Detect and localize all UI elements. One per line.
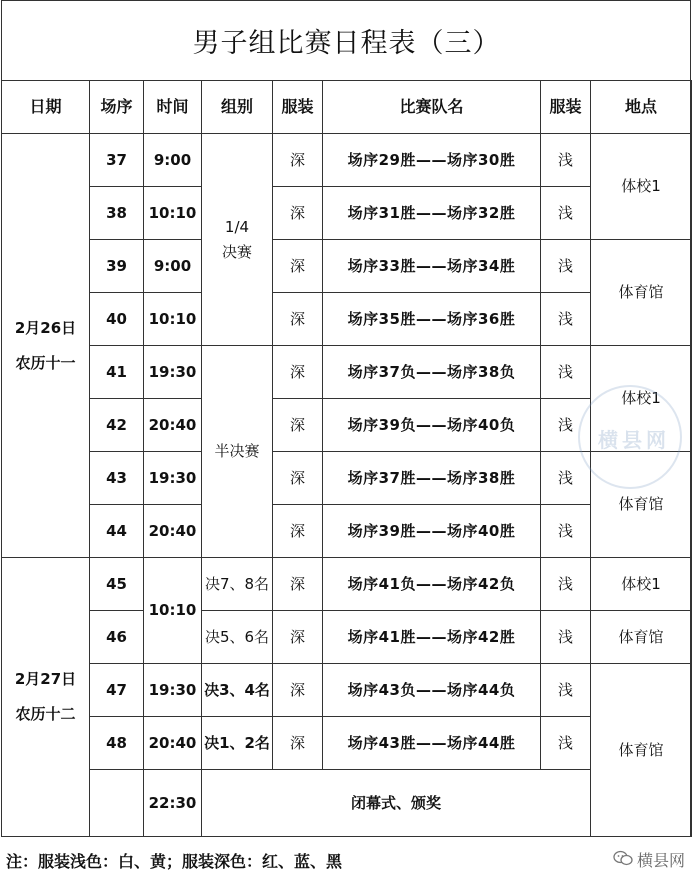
group-cell: 决7、8名 (202, 558, 273, 611)
table-row (2, 505, 692, 558)
table-row (2, 558, 692, 611)
watermark-seal-text: 横县网 (598, 428, 670, 452)
table-row (2, 293, 692, 346)
group-line: 1/4 (224, 217, 250, 236)
teams-cell: 场序29胜——场序30胜 (323, 134, 541, 187)
seq-cell: 41 (90, 346, 144, 399)
seq-cell: 48 (90, 717, 144, 770)
uniform-home-cell: 深 (273, 558, 323, 611)
footnote: 注：服装浅色：白、黄；服装深色：红、蓝、黑 (6, 852, 343, 871)
uniform-away-cell: 浅 (541, 611, 591, 664)
uniform-away-cell: 浅 (541, 293, 591, 346)
group-cell: 决3、4名 (202, 664, 273, 717)
uniform-home-cell: 深 (273, 240, 323, 293)
lunar-date-line: 农历十二 (15, 705, 76, 723)
teams-cell: 场序39负——场序40负 (323, 399, 541, 452)
venue-cell: 体育馆 (591, 611, 692, 664)
group-cell-semifinal: 半决赛 (202, 346, 273, 558)
uniform-home-cell: 深 (273, 293, 323, 346)
seq-cell: 45 (90, 558, 144, 611)
teams-cell: 场序31胜——场序32胜 (323, 187, 541, 240)
header-seq: 场序 (90, 81, 144, 134)
uniform-away-cell: 浅 (541, 664, 591, 717)
seq-cell: 44 (90, 505, 144, 558)
uniform-away-cell: 浅 (541, 505, 591, 558)
table-row (2, 611, 692, 664)
date-line: 2月27日 (14, 670, 77, 689)
venue-cell: 体校1 (591, 134, 692, 240)
date-cell-feb26 (2, 134, 90, 558)
lunar-date-line: 农历十一 (15, 353, 76, 372)
header-row (2, 81, 692, 134)
teams-cell: 场序37负——场序38负 (323, 346, 541, 399)
seq-cell: 46 (90, 611, 144, 664)
uniform-home-cell: 深 (273, 611, 323, 664)
seq-cell: 43 (90, 452, 144, 505)
group-cell-quarterfinal (202, 134, 273, 346)
uniform-away-cell: 浅 (541, 452, 591, 505)
table-row (2, 346, 692, 399)
teams-cell: 场序39胜——场序40胜 (323, 505, 541, 558)
uniform-home-cell: 深 (273, 717, 323, 770)
watermark-brand: 横县网 (636, 851, 685, 870)
uniform-home-cell: 深 (273, 452, 323, 505)
teams-cell: 场序33胜——场序34胜 (323, 240, 541, 293)
teams-cell: 场序41胜——场序42胜 (323, 611, 541, 664)
header-teams: 比赛队名 (323, 81, 541, 134)
time-cell: 19:30 (144, 664, 202, 717)
time-cell: 9:00 (144, 240, 202, 293)
table-row (2, 240, 692, 293)
group-line: 决赛 (221, 242, 252, 261)
table-row (2, 134, 692, 187)
header-venue: 地点 (591, 81, 692, 134)
uniform-home-cell: 深 (273, 134, 323, 187)
time-cell: 20:40 (144, 505, 202, 558)
time-cell: 20:40 (144, 717, 202, 770)
teams-cell: 场序35胜——场序36胜 (323, 293, 541, 346)
group-cell: 决1、2名 (202, 717, 273, 770)
time-cell: 19:30 (144, 346, 202, 399)
table-row (2, 664, 692, 717)
seq-cell: 38 (90, 187, 144, 240)
uniform-away-cell: 浅 (541, 240, 591, 293)
time-cell: 10:10 (144, 293, 202, 346)
seq-cell: 40 (90, 293, 144, 346)
header-date: 日期 (2, 81, 90, 134)
header-time: 时间 (144, 81, 202, 134)
date-line: 2月26日 (14, 318, 77, 337)
teams-cell: 场序41负——场序42负 (323, 558, 541, 611)
uniform-away-cell: 浅 (541, 346, 591, 399)
uniform-away-cell: 浅 (541, 187, 591, 240)
uniform-home-cell: 深 (273, 399, 323, 452)
time-cell: 20:40 (144, 399, 202, 452)
seq-cell-empty (90, 770, 144, 837)
seq-cell: 39 (90, 240, 144, 293)
time-cell: 10:10 (144, 558, 202, 664)
table-row (2, 187, 692, 240)
venue-cell: 体育馆 (591, 240, 692, 346)
teams-cell: 场序43胜——场序44胜 (323, 717, 541, 770)
watermark (613, 848, 685, 871)
venue-cell: 体育馆 (591, 452, 692, 558)
uniform-away-cell: 浅 (541, 399, 591, 452)
table-row (2, 717, 692, 770)
time-cell: 22:30 (144, 770, 202, 837)
seq-cell: 42 (90, 399, 144, 452)
uniform-home-cell: 深 (273, 346, 323, 399)
page-title: 男子组比赛日程表（三） (192, 27, 501, 59)
date-cell-feb27 (2, 558, 90, 837)
teams-cell: 场序43负——场序44负 (323, 664, 541, 717)
header-group: 组别 (202, 81, 273, 134)
uniform-home-cell: 深 (273, 505, 323, 558)
teams-cell: 场序37胜——场序38胜 (323, 452, 541, 505)
time-cell: 19:30 (144, 452, 202, 505)
uniform-away-cell: 浅 (541, 134, 591, 187)
seq-cell: 47 (90, 664, 144, 717)
header-uniform-home: 服装 (273, 81, 323, 134)
seq-cell: 37 (90, 134, 144, 187)
uniform-home-cell: 深 (273, 187, 323, 240)
uniform-away-cell: 浅 (541, 717, 591, 770)
wechat-icon (613, 850, 633, 870)
venue-cell: 体校1 (591, 558, 692, 611)
group-cell: 决5、6名 (202, 611, 273, 664)
header-uniform-away: 服装 (541, 81, 591, 134)
closing-ceremony-cell: 闭幕式、颁奖 (202, 770, 591, 837)
time-cell: 9:00 (144, 134, 202, 187)
uniform-away-cell: 浅 (541, 558, 591, 611)
venue-cell: 体育馆 (591, 664, 692, 837)
closing-row (2, 770, 692, 837)
venue-cell: 体校1 (591, 346, 692, 452)
uniform-home-cell: 深 (273, 664, 323, 717)
time-cell: 10:10 (144, 187, 202, 240)
